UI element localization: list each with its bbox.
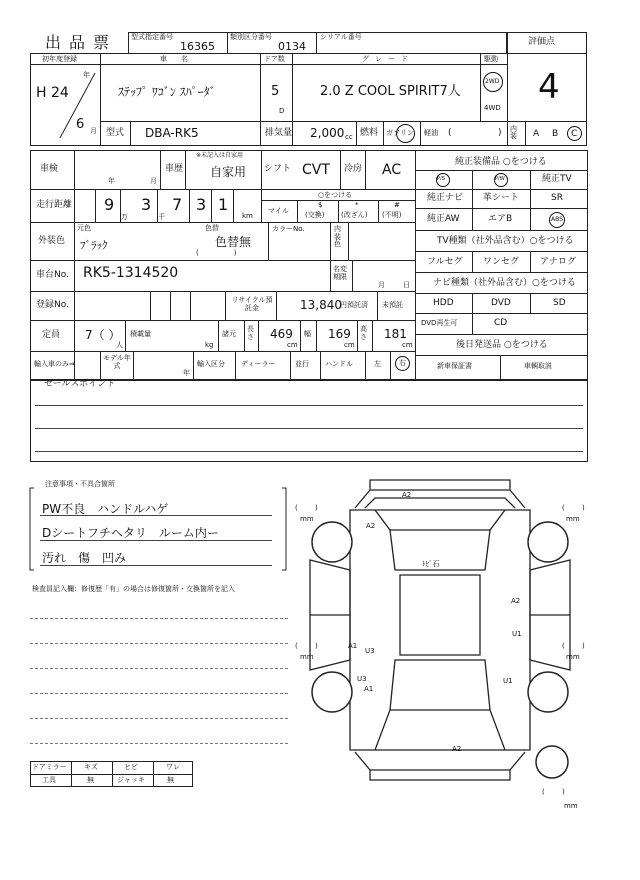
model-value: DBA-RK5 xyxy=(145,126,199,140)
drive-4wd: 4WD xyxy=(484,104,501,112)
note-line-1: PW不良 ハンドルハゲ xyxy=(42,502,169,516)
katashiki-label: 型式指定番号 xyxy=(131,33,173,41)
bt-h2: キズ xyxy=(84,763,98,771)
color-no-label: カラーNo. xyxy=(272,225,305,233)
original-color-label: 元色 xyxy=(77,224,91,232)
capacity-value: 7（ ） xyxy=(85,328,121,342)
displacement-label: 排気量 xyxy=(265,128,293,138)
nav-dvd: DVD xyxy=(491,298,511,308)
displacement-value: 2,000 xyxy=(310,126,345,140)
length-cm: cm xyxy=(287,341,298,349)
width-cm: cm xyxy=(344,341,355,349)
leather-seat: 革シート xyxy=(483,193,520,203)
mileage-label: 走行距離 xyxy=(36,200,73,210)
svg-text:): ) xyxy=(582,504,585,512)
original-color-value: ﾌﾞﾗｯｸ xyxy=(80,239,108,252)
car-name-value: ｽﾃｯﾌﾟ ﾜｺﾞﾝ ｽﾊﾟｰﾀﾞ xyxy=(118,85,216,99)
color-change-paren: ( ) xyxy=(196,249,237,257)
mark-rear-bumper: A2 xyxy=(452,745,462,753)
grade-value: 2.0 Z COOL SPIRIT7人 xyxy=(320,84,461,99)
transfer-label: 名変期限 xyxy=(333,265,347,282)
mm-rl: mm xyxy=(300,653,314,661)
dollar-sub: (交換) xyxy=(305,211,325,219)
shaken-month: 月 xyxy=(150,177,157,185)
grade-label: グレード xyxy=(362,55,414,63)
first-reg-era: H 24 xyxy=(36,85,69,101)
interior-grade-b: B xyxy=(552,129,559,139)
handle-right: 右 xyxy=(399,359,406,367)
mileage-digit-3: 7 xyxy=(172,195,183,214)
score-value: 4 xyxy=(538,67,560,107)
mark-left-door-a1: A1 xyxy=(348,642,358,650)
inspector-note: 検査員記入欄：修復歴「有」の場合は修復箇所・交換箇所を記入 xyxy=(32,585,235,593)
mm-fr: mm xyxy=(566,515,580,523)
drive-2wd: 2WD xyxy=(485,78,500,85)
interior-label: 内装 xyxy=(510,125,517,140)
genuine-aw: 純正AW xyxy=(427,214,460,224)
doors-suffix: D xyxy=(279,107,285,115)
tv-oneseg: ワンセグ xyxy=(483,257,520,267)
handle-label: ハンドル xyxy=(325,360,353,368)
serial-label: シリアル番号 xyxy=(320,33,362,41)
dims-label: 諸元 xyxy=(222,330,236,338)
recycle-unpaid: 未預託 xyxy=(382,301,403,309)
bt-v2: 無 xyxy=(87,776,94,784)
bt-v1: 工具 xyxy=(42,776,56,784)
reg-label: 登録No. xyxy=(36,300,69,310)
import-type-label: 輸入区分 xyxy=(197,360,225,368)
height-cm: cm xyxy=(402,341,413,349)
ruibetsu-label: 類別区分番号 xyxy=(230,33,272,41)
month-unit: 月 xyxy=(90,127,97,135)
load-label: 積載量 xyxy=(130,330,151,338)
katashiki-value: 16365 xyxy=(180,40,215,53)
interior-color-label: 内装色 xyxy=(334,225,341,249)
bt-h3: ヒビ xyxy=(124,763,138,771)
mileage-digit-1: 9 xyxy=(104,195,115,214)
bt-h1: ドアミラー xyxy=(32,763,67,771)
km-unit: km xyxy=(242,212,253,220)
ext-color-label: 外装色 xyxy=(38,236,66,246)
bt-h4: ワレ xyxy=(166,763,180,771)
pw-label: P/W xyxy=(495,176,505,182)
capacity-unit: 人 xyxy=(116,341,123,349)
note-line-2: Dシートフチヘタリ ルーム内ー xyxy=(42,526,219,540)
width-label: 幅 xyxy=(304,330,311,338)
mileage-digit-2: 3 xyxy=(141,195,152,214)
genuine-tv: 純正TV xyxy=(542,174,572,184)
tv-analog: アナログ xyxy=(540,257,577,267)
mark-rear-left-a1: A1 xyxy=(364,685,374,693)
fuel-label: 燃料 xyxy=(360,128,379,138)
genuine-header: 純正装備品 ○をつける xyxy=(455,157,547,167)
airbag: エアB xyxy=(488,214,513,224)
light-oil: 軽油 xyxy=(424,129,438,137)
recycle-unit: 円預託済 xyxy=(340,301,368,309)
load-unit: kg xyxy=(205,341,214,349)
chassis-value: RK5-1314520 xyxy=(83,265,179,281)
car-name-label: 車名 xyxy=(160,55,202,63)
hash: # xyxy=(394,201,400,209)
shaken-year: 年 xyxy=(108,177,115,185)
later-manual: 車輌取説 xyxy=(524,362,552,370)
mark-rear-left-u3: U3 xyxy=(357,675,367,683)
svg-text:): ) xyxy=(562,788,565,796)
nav-hdd: HDD xyxy=(433,298,454,308)
height-value: 181 xyxy=(384,327,407,341)
svg-text:(: ( xyxy=(295,504,298,512)
note-line-3: 汚れ 傷 凹み xyxy=(42,551,127,565)
height-label: 高さ xyxy=(360,325,367,342)
score-label: 評価点 xyxy=(528,37,556,47)
mark-left-door-u3: U3 xyxy=(365,647,375,655)
svg-text:(: ( xyxy=(542,788,545,796)
first-reg-month: 6 xyxy=(76,117,85,132)
svg-text:(: ( xyxy=(562,642,565,650)
hash-sub: (不明) xyxy=(382,211,402,219)
transfer-month: 月 xyxy=(378,281,385,289)
length-label: 長さ xyxy=(247,325,254,342)
doors-value: 5 xyxy=(271,84,280,99)
shaken-label: 車検 xyxy=(40,164,59,174)
svg-text:): ) xyxy=(582,642,585,650)
gasoline-circle[interactable] xyxy=(396,124,415,143)
later-warranty: 新車保証書 xyxy=(437,362,472,370)
mark-front-bumper: A2 xyxy=(402,491,412,499)
aircon-label: 冷房 xyxy=(344,164,363,174)
first-reg-label: 初年度登録 xyxy=(42,55,77,63)
capacity-label: 定員 xyxy=(42,330,61,340)
color-change-value: 色替無 xyxy=(215,235,252,249)
mm-rr: mm xyxy=(566,653,580,661)
mile-label: マイル xyxy=(268,207,289,215)
mileage-digit-5: 1 xyxy=(218,195,229,214)
svg-text:): ) xyxy=(315,642,318,650)
gasoline: ガソリン xyxy=(386,129,414,137)
bt-v4: 無 xyxy=(167,776,174,784)
cd: CD xyxy=(494,318,508,328)
transfer-day: 日 xyxy=(403,281,410,289)
mark-windshield: ﾄﾋﾞ石 xyxy=(422,560,440,568)
shareki-label: 車歴 xyxy=(165,164,184,174)
dollar: $ xyxy=(318,201,323,209)
mark-left-fender: A2 xyxy=(366,522,376,530)
width-value: 169 xyxy=(328,327,351,341)
star: * xyxy=(355,201,359,209)
sales-points-label: セールスポイント xyxy=(44,379,116,389)
model-year-label: モデル年式 xyxy=(103,354,131,371)
cc-unit: cc xyxy=(345,133,353,141)
sunroof: SR xyxy=(551,193,563,203)
sheet-title: 出品票 xyxy=(45,33,118,52)
model-year-unit: 年 xyxy=(183,369,190,377)
mileage-digit-4: 3 xyxy=(196,195,207,214)
nav-sd: SD xyxy=(553,298,566,308)
ps-label: P/S xyxy=(437,176,445,182)
car-diagram xyxy=(290,470,600,830)
year-unit: 年 xyxy=(83,71,90,79)
dvd-playback: DVD再生可 xyxy=(421,319,458,327)
bt-v3: ジャッキ xyxy=(117,776,145,784)
mm-spare: mm xyxy=(564,802,578,810)
mark-right-door-a2: A2 xyxy=(511,597,521,605)
notes-header: 注意事項・不具合箇所 xyxy=(45,480,115,488)
shift-label: シフト xyxy=(264,164,292,174)
paren-close: ) xyxy=(498,128,502,138)
recycle-value: 13,840 xyxy=(300,298,342,312)
parallel: 並行 xyxy=(295,360,309,368)
svg-text:(: ( xyxy=(562,504,565,512)
star-sub: (改ざん) xyxy=(341,211,368,219)
model-label: 型式 xyxy=(106,128,125,138)
circle-note: ○をつける xyxy=(318,191,353,199)
color-change-label: 色替 xyxy=(205,224,219,232)
tv-header: TV種類（社外品含む）○をつける xyxy=(437,236,574,246)
paren-open: ( xyxy=(448,128,452,138)
mark-rear-right-u1: U1 xyxy=(503,677,513,685)
man-unit: 万 xyxy=(121,213,128,221)
drive-label: 駆動 xyxy=(484,55,498,63)
nav-header: ナビ種類（社外品含む）○をつける xyxy=(433,278,576,288)
doors-label: ドア数 xyxy=(264,55,285,63)
import-label: 輸入車のみ⇒ xyxy=(34,360,75,368)
svg-text:(: ( xyxy=(295,642,298,650)
length-value: 469 xyxy=(270,327,293,341)
abs-label: ABS xyxy=(551,216,563,223)
svg-text:): ) xyxy=(315,504,318,512)
interior-grade-a: A xyxy=(533,129,540,139)
tv-fullseg: フルセグ xyxy=(427,257,463,267)
later-header: 後日発送品 ○をつける xyxy=(456,340,548,350)
handle-left: 左 xyxy=(374,360,381,368)
aircon-value: AC xyxy=(382,162,402,178)
chassis-label: 車台No. xyxy=(36,270,69,280)
mm-fl: mm xyxy=(300,515,314,523)
shift-value: CVT xyxy=(302,162,330,178)
recycle-label: リサイクル預託金 xyxy=(231,296,273,313)
shareki-note: ※未記入は自家用 xyxy=(196,152,244,159)
shareki-value: 自家用 xyxy=(210,165,247,179)
genuine-navi: 純正ナビ xyxy=(427,193,464,203)
sen-unit: 千 xyxy=(158,213,165,221)
ruibetsu-value: 0134 xyxy=(278,40,306,53)
dealer: ディーラー xyxy=(241,360,276,368)
mark-right-door-u1: U1 xyxy=(512,630,522,638)
interior-grade-c: C xyxy=(571,129,578,139)
